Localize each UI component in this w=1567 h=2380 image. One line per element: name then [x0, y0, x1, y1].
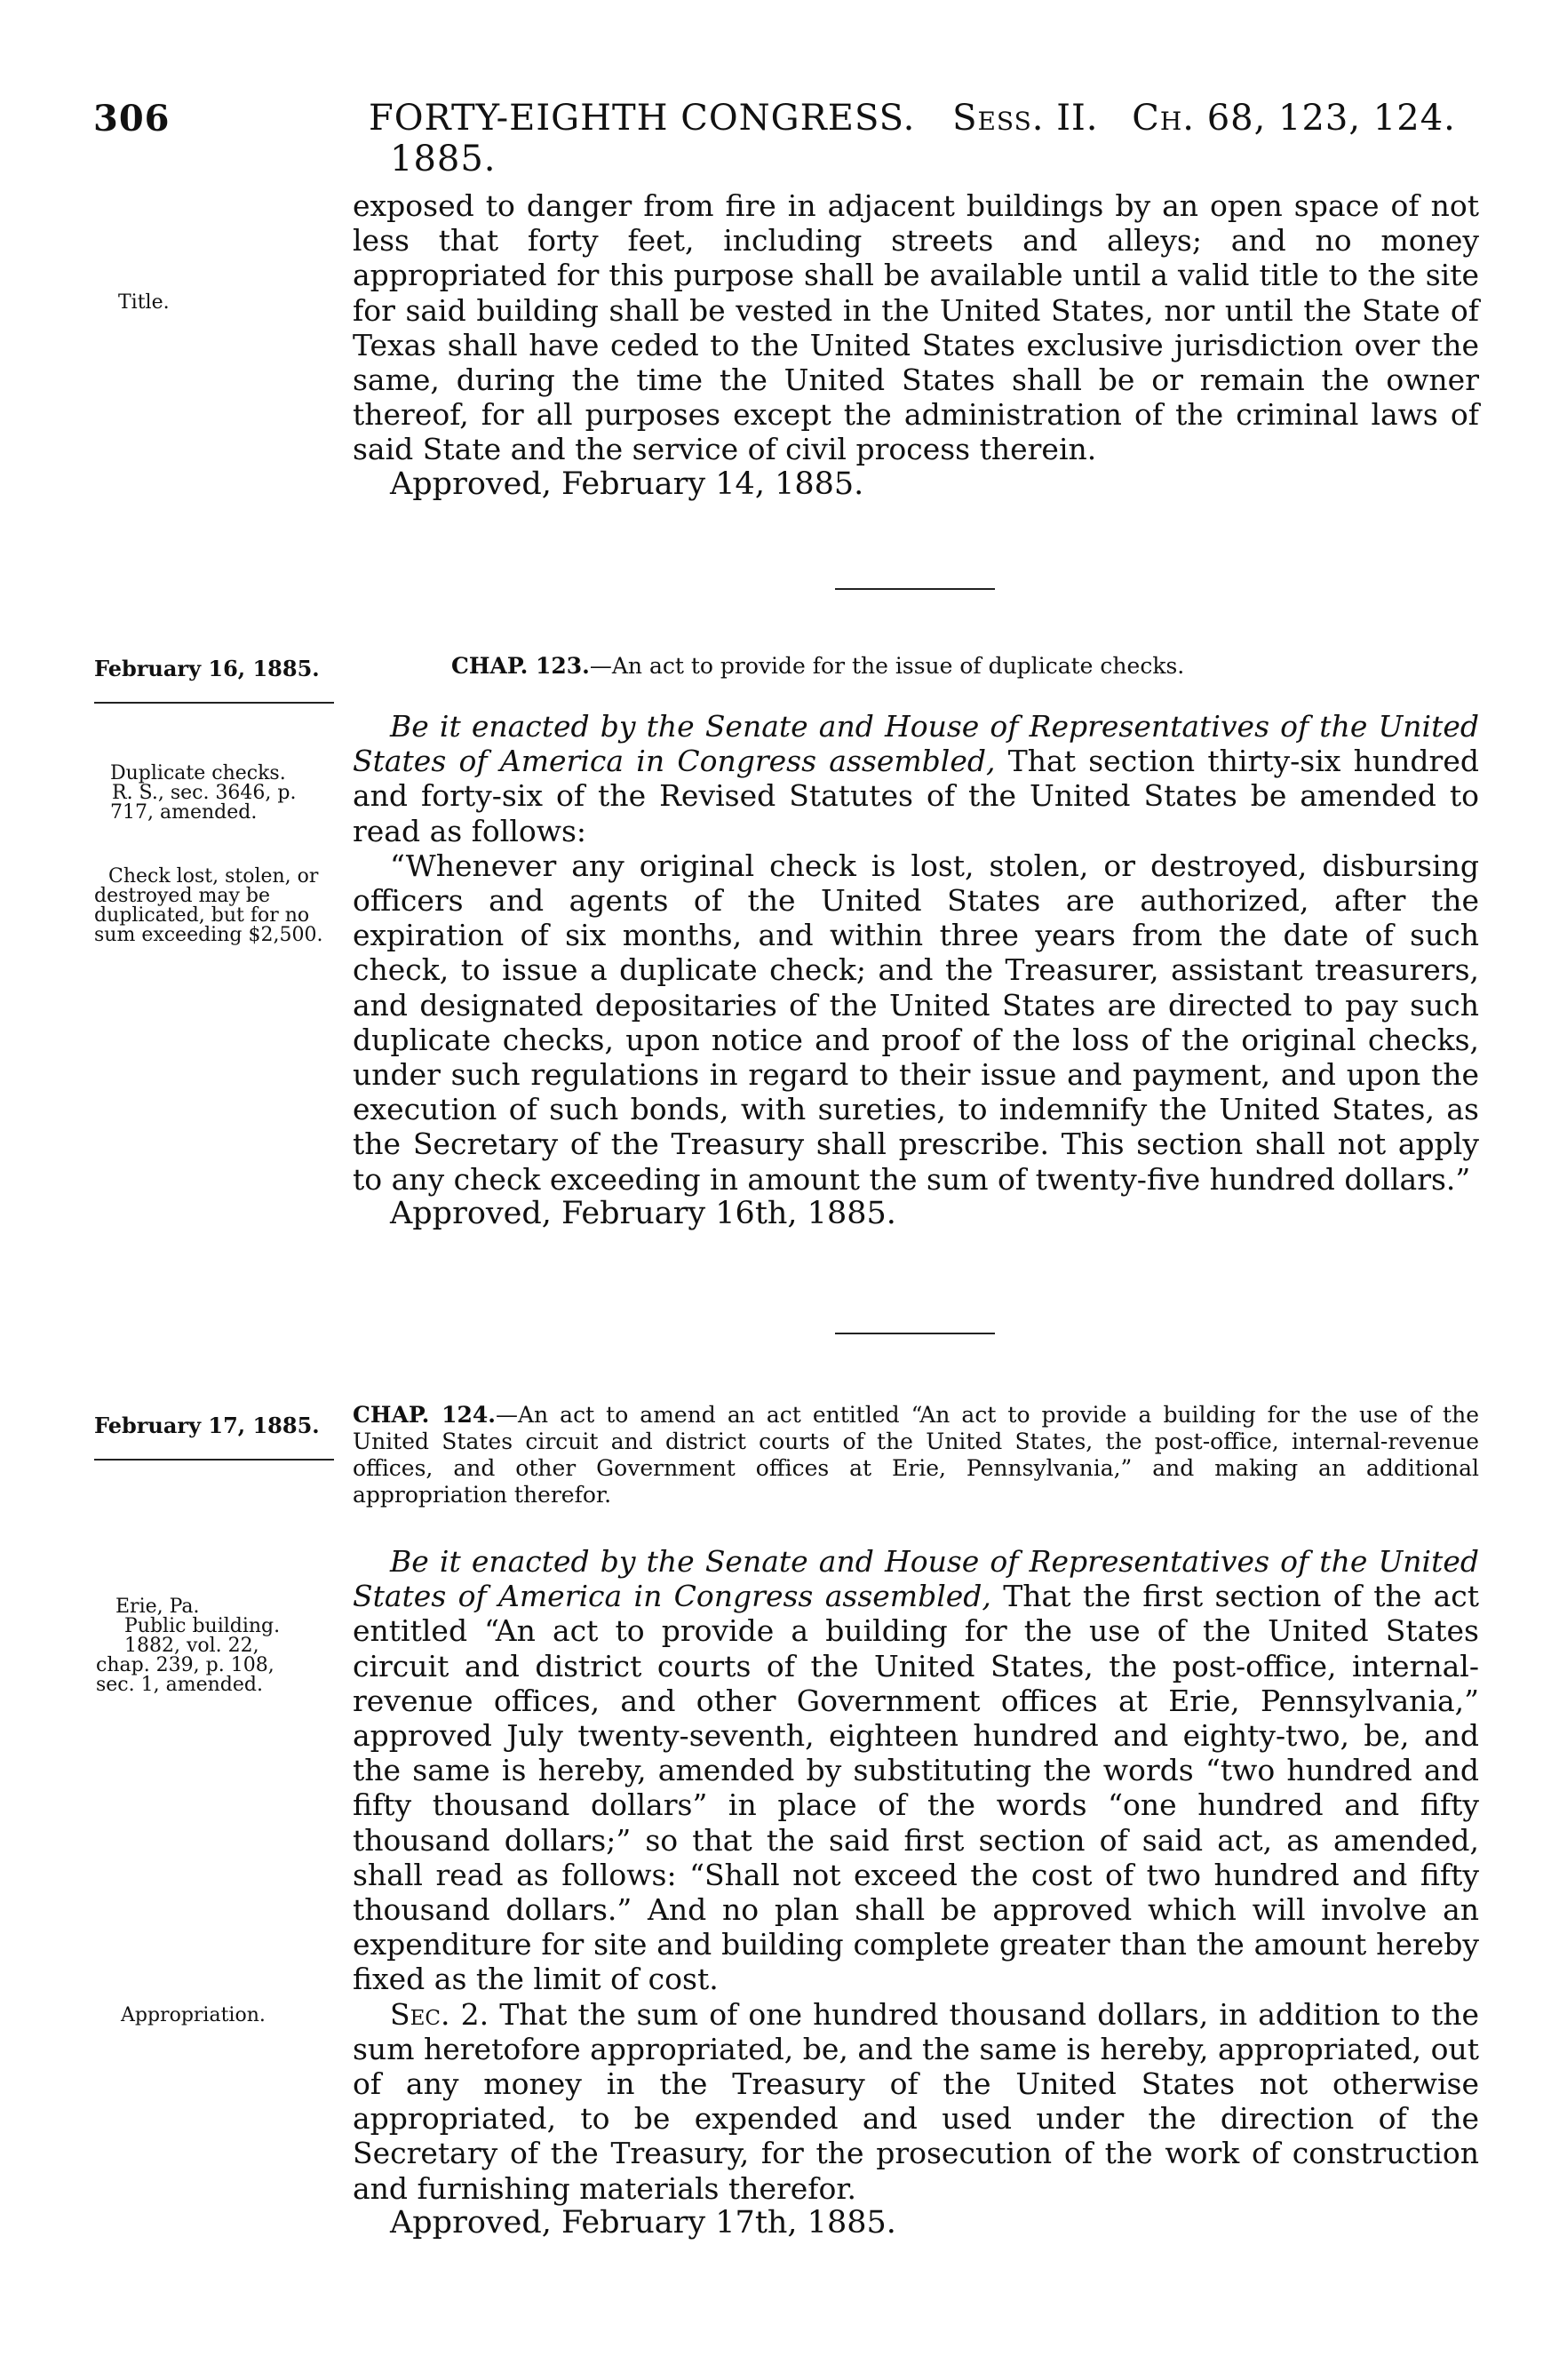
date-underline	[94, 702, 334, 704]
margin-appropriation: Appropriation.	[121, 2004, 266, 2026]
sec2-text: That the sum of one hundred thousand dollars, in addition to the sum heretofore appropriated, be, and the same is hereby, appropriated, out of any money in the Treasury of the United States not otherwise appropriated, to be expended and used under the direction of the Secretary of the Treasury, for the prosecution of the work of construction and furnishing materials therefor.	[353, 1996, 1479, 2206]
section-divider	[835, 1333, 995, 1334]
margin-ref-chapter: chap. 239, p. 108,	[96, 1654, 274, 1676]
chap124-body	[353, 1544, 1479, 2241]
chap123-heading	[451, 653, 1567, 680]
session-label: Sess. II.	[952, 98, 1099, 139]
header-year: 1885.	[390, 139, 497, 179]
margin-note-erie	[96, 1596, 364, 1696]
margin-erie: Erie, Pa.	[115, 1596, 200, 1618]
section1-paragraph: exposed to danger from fire in adjacent buildings by an open space of not less that forty feet, including streets and alleys; and no money appropriated for this purpose shall be available until a valid title to the site for said building shall be vested in the United States, nor until the State of Texas shall have ceded to the United States exclusive jurisdiction over the same, during the time the United States shall be or remain the owner thereof, for all purposes except the administration of the criminal laws of said State and the service of civil process therein.	[353, 188, 1479, 467]
chap123-body	[353, 709, 1479, 1231]
enacting-clause: Be it enacted by the Senate and House of Representatives of the United States of America in Congress assembled,	[353, 709, 1479, 779]
margin-ref-section: sec. 1, amended.	[96, 1674, 263, 1696]
margin-note-heading: Duplicate checks.	[110, 762, 286, 784]
sec2-label: Sec. 2.	[390, 1996, 489, 2032]
section1-approved: Approved, February 14, 1885.	[390, 466, 864, 502]
chap123-approved: Approved, February 16th, 1885.	[390, 1195, 896, 1231]
congress-title: FORTY-EIGHTH CONGRESS.	[369, 98, 916, 139]
chap123-title: —An act to provide for the issue of duplicate checks.	[589, 653, 1185, 679]
margin-public-building: Public building.	[124, 1615, 281, 1637]
margin-note-amended: 717, amended.	[110, 801, 258, 824]
margin-note-duplicate-checks	[110, 764, 359, 823]
chap124-title: —An act to amend an act entitled “An act to provide a building for the use of the United States circuit and district courts of the United States, the post-office, internal-revenue offices, and other Government offices at Erie, Pennsylvania,” and making an additional appropriation therefor.	[353, 1402, 1479, 1508]
chap123-enacting	[353, 709, 1479, 848]
margin-title: Title.	[118, 291, 170, 314]
chap123-para1: That section thirty-six hundred and forty-six of the Revised Statutes of the United States be amended to read as follows:	[353, 744, 1479, 848]
chap124-heading	[353, 1402, 1479, 1508]
margin-note-ref: R. S., sec. 3646, p.	[112, 782, 297, 804]
chap124-sec2	[353, 1997, 1479, 2206]
chapters-label: Ch. 68, 123, 124.	[1132, 98, 1456, 139]
section-divider	[835, 588, 995, 590]
margin-note-check-lost: Check lost, stolen, or destroyed may be duplicated, but for no sum exceeding $2,500.	[94, 865, 323, 946]
page-number: 306	[93, 98, 171, 139]
chap124-label: CHAP. 124.	[353, 1402, 496, 1428]
date-underline	[94, 1459, 334, 1461]
chap124-para1: That the first section of the act entitled “An act to provide a building for the use of the United States circuit and district courts of the United States, the post-office, internal-revenue offices, and other Government offices at Erie, Pennsylvania,” approved July twenty-seventh, eighteen hundred and eighty-two, be, and the same is hereby, amended by substituting the words “two hundred and fifty thousand dollars” in place of the words “one hundred and fifty thousand dollars;” so that the said first section of said act, as amended, shall read as follows: “Shall not exceed the cost of two hundred and fifty thousand dollars.” And no plan shall be approved which will involve an expenditure for site and building complete greater than the amount hereby fixed as the limit of cost.	[353, 1579, 1480, 1997]
chap123-para2: “Whenever any original check is lost, stolen, or destroyed, disbursing officers and agents of the United States are authorized, after the expiration of six months, and within three years from the date of such check, to issue a duplicate check; and the Treasurer, assistant treasurers, and designated depositaries of the United States are directed to pay such duplicate checks, upon notice and proof of the loss of the original checks, under such regulations in regard to their issue and payment, and upon the execution of such bonds, with sureties, to indemnify the United States, as the Secretary of the Treasury shall prescribe. This section shall not apply to any check exceeding in amount the sum of twenty-five hundred dollars.”	[353, 848, 1479, 1197]
chap124-enacting	[353, 1544, 1479, 1997]
chap123-date: February 16, 1885.	[94, 656, 320, 681]
chap124-date: February 17, 1885.	[94, 1413, 320, 1438]
running-title	[369, 98, 1479, 179]
page-header	[93, 98, 1479, 179]
margin-ref-volume: 1882, vol. 22,	[124, 1635, 259, 1657]
section1-text	[353, 188, 1479, 502]
chap123-label: CHAP. 123.	[451, 653, 590, 679]
enacting-clause: Be it enacted by the Senate and House of Representatives of the United States of America in Congress assembled,	[353, 1544, 1479, 1614]
chap124-approved: Approved, February 17th, 1885.	[390, 2204, 896, 2241]
